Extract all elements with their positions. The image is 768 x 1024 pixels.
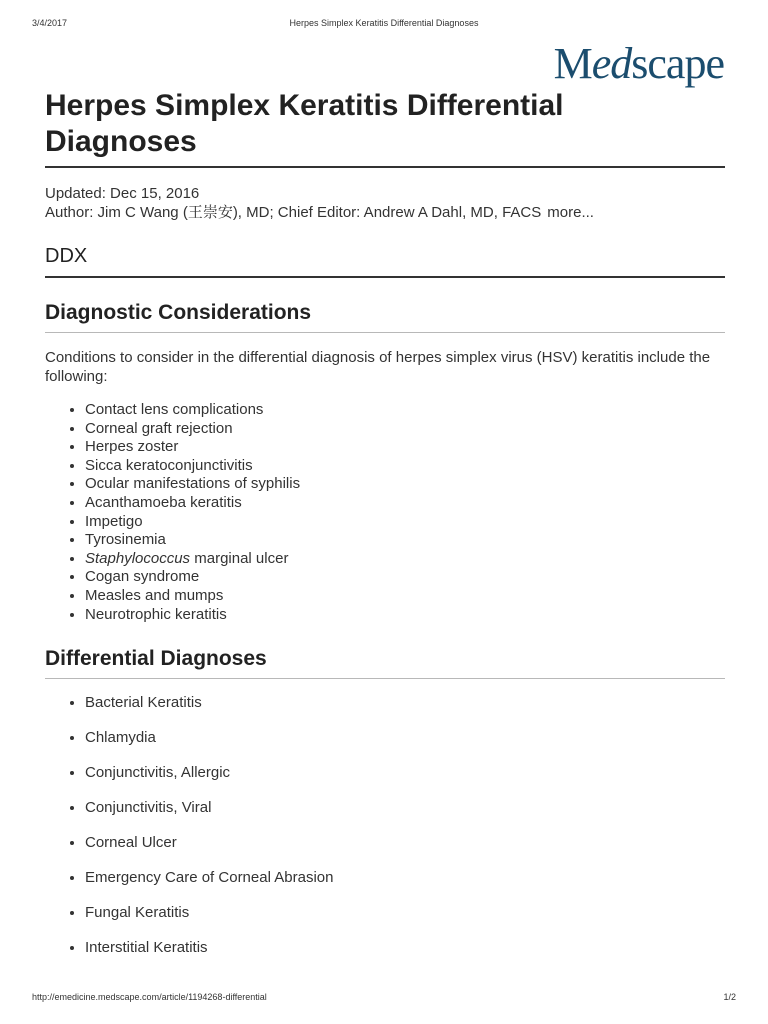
list-item: • Cogan syndrome — [85, 568, 725, 587]
list-item: • Neurotrophic keratitis — [85, 606, 725, 625]
list-item-suffix: marginal ulcer — [190, 549, 289, 567]
page-number: 1/2 — [723, 992, 736, 1002]
ddx-link[interactable]: • Conjunctivitis, Allergic — [85, 763, 725, 782]
list-item: • Herpes zoster — [85, 438, 725, 457]
list-item: • Corneal graft rejection — [85, 420, 725, 439]
article-meta — [45, 184, 725, 222]
list-item: • Tyrosinemia — [85, 531, 725, 550]
medscape-logo[interactable] — [554, 40, 724, 88]
print-doc-title: Herpes Simplex Keratitis Differential Diagnoses — [289, 18, 479, 28]
ddx-link[interactable]: • Corneal Ulcer — [85, 833, 725, 852]
list-item: • Acanthamoeba keratitis — [85, 494, 725, 513]
ddx-link[interactable]: • Fungal Keratitis — [85, 903, 725, 922]
section-tab-ddx[interactable]: DDX — [45, 245, 88, 267]
print-date: 3/4/2017 — [32, 18, 68, 28]
organism-name: Staphylococcus — [85, 549, 191, 567]
list-item: • Contact lens complications — [85, 401, 725, 420]
author-text: Author: Jim C Wang (王崇安), MD; Chief Editor: Andrew A Dahl, MD, FACS — [45, 204, 542, 221]
footer-url[interactable]: http://emedicine.medscape.com/article/1194268-differential — [32, 992, 267, 1002]
differential-diagnoses-list — [45, 693, 725, 957]
list-item: • Measles and mumps — [85, 587, 725, 606]
more-link[interactable]: more... — [547, 204, 594, 221]
logo-accent: ed — [591, 39, 632, 88]
list-item: • Sicca keratoconjunctivitis — [85, 457, 725, 476]
updated-date: Updated: Dec 15, 2016 — [45, 185, 200, 202]
print-footer — [32, 992, 736, 1006]
heading-divider — [45, 678, 725, 679]
print-header — [32, 18, 736, 32]
ddx-link[interactable]: • Conjunctivitis, Viral — [85, 798, 725, 817]
heading-divider — [45, 332, 725, 333]
title-divider — [45, 166, 725, 168]
diagnostic-considerations-heading: Diagnostic Considerations — [45, 301, 312, 324]
ddx-link[interactable]: • Chlamydia — [85, 728, 725, 747]
ddx-link[interactable]: • Bacterial Keratitis — [85, 693, 725, 712]
logo-prefix: M — [553, 39, 592, 88]
list-item: • Ocular manifestations of syphilis — [85, 475, 725, 494]
differential-diagnoses-heading: Differential Diagnoses — [45, 647, 267, 671]
list-item — [85, 550, 725, 569]
logo-suffix: scape — [631, 39, 724, 88]
list-item: • Impetigo — [85, 513, 725, 532]
ddx-link[interactable]: • Interstitial Keratitis — [85, 938, 725, 957]
page-title: Herpes Simplex Keratitis Differential Diagnoses — [45, 89, 564, 158]
ddx-link[interactable]: • Emergency Care of Corneal Abrasion — [85, 868, 725, 887]
author-line — [45, 203, 725, 222]
intro-paragraph: Conditions to consider in the differential diagnosis of herpes simplex virus (HSV) keratitis include the following: — [45, 349, 711, 385]
section-divider — [45, 276, 725, 278]
considerations-list — [45, 401, 725, 624]
article-content — [45, 88, 725, 973]
